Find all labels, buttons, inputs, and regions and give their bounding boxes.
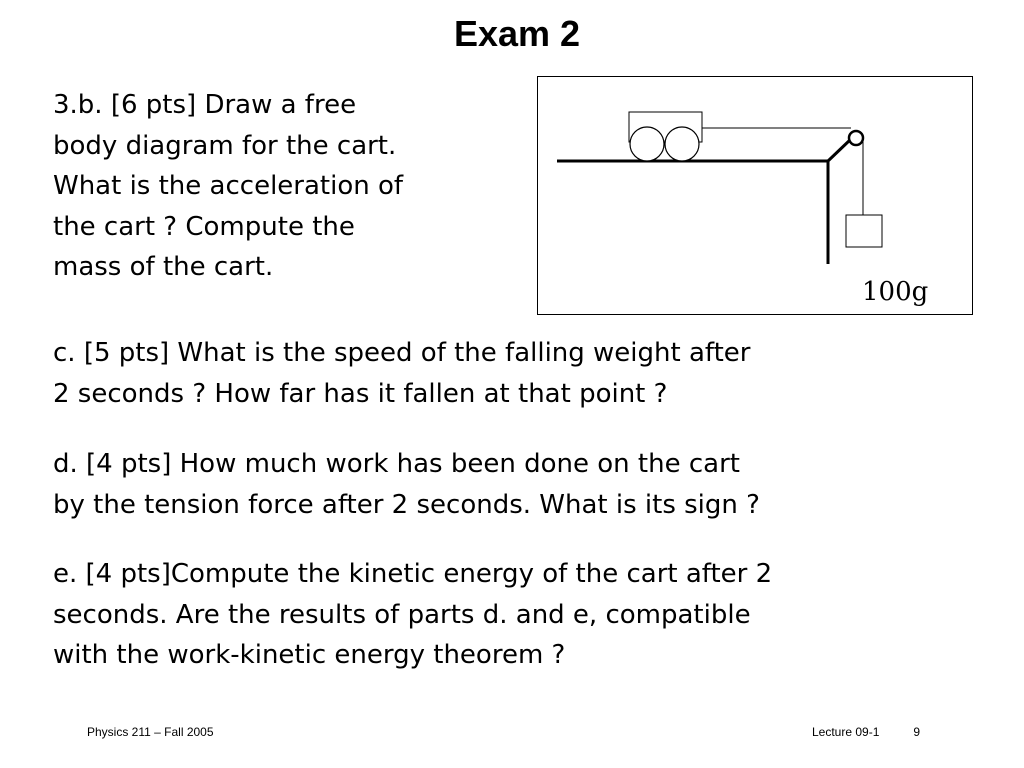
footer-right <box>812 724 920 740</box>
question-b <box>53 85 523 288</box>
question-d <box>53 444 760 525</box>
question-e-line: with the work-kinetic energy theorem ? <box>53 640 566 670</box>
footer-page-number: 9 <box>913 725 921 739</box>
question-c-line: c. [5 pts] What is the speed of the falling weight after <box>53 338 751 368</box>
question-d-line: by the tension force after 2 seconds. What is its sign ? <box>53 489 760 520</box>
cart-wheel-right <box>665 127 699 161</box>
pulley-wheel <box>849 131 863 145</box>
pulley-bracket <box>828 139 851 161</box>
question-c-line: 2 seconds ? How far has it fallen at that point ? <box>53 378 668 409</box>
hanging-mass <box>846 215 882 247</box>
cart-wheel-left <box>630 127 664 161</box>
question-e <box>53 554 772 676</box>
question-e-line: e. [4 pts]Compute the kinetic energy of the cart after 2 <box>53 559 773 589</box>
footer-course: Physics 211 – Fall 2005 <box>87 725 214 739</box>
question-e-line: seconds. Are the results of parts d. and e, compatible <box>53 599 751 630</box>
question-b-line: the cart ? Compute the <box>53 211 355 242</box>
question-b-line: What is the acceleration of <box>53 171 404 201</box>
mass-label: 100g <box>856 275 934 309</box>
question-d-line: d. [4 pts] How much work has been done on the cart <box>53 449 740 479</box>
question-b-line: 3.b. [6 pts] Draw a free <box>53 90 357 120</box>
footer-lecture: Lecture 09-1 <box>812 725 880 739</box>
question-b-line: body diagram for the cart. <box>53 130 397 161</box>
question-c <box>53 333 750 414</box>
cart-pulley-diagram <box>537 76 973 315</box>
question-b-line: mass of the cart. <box>53 252 274 282</box>
slide-title: Exam 2 <box>453 13 581 54</box>
